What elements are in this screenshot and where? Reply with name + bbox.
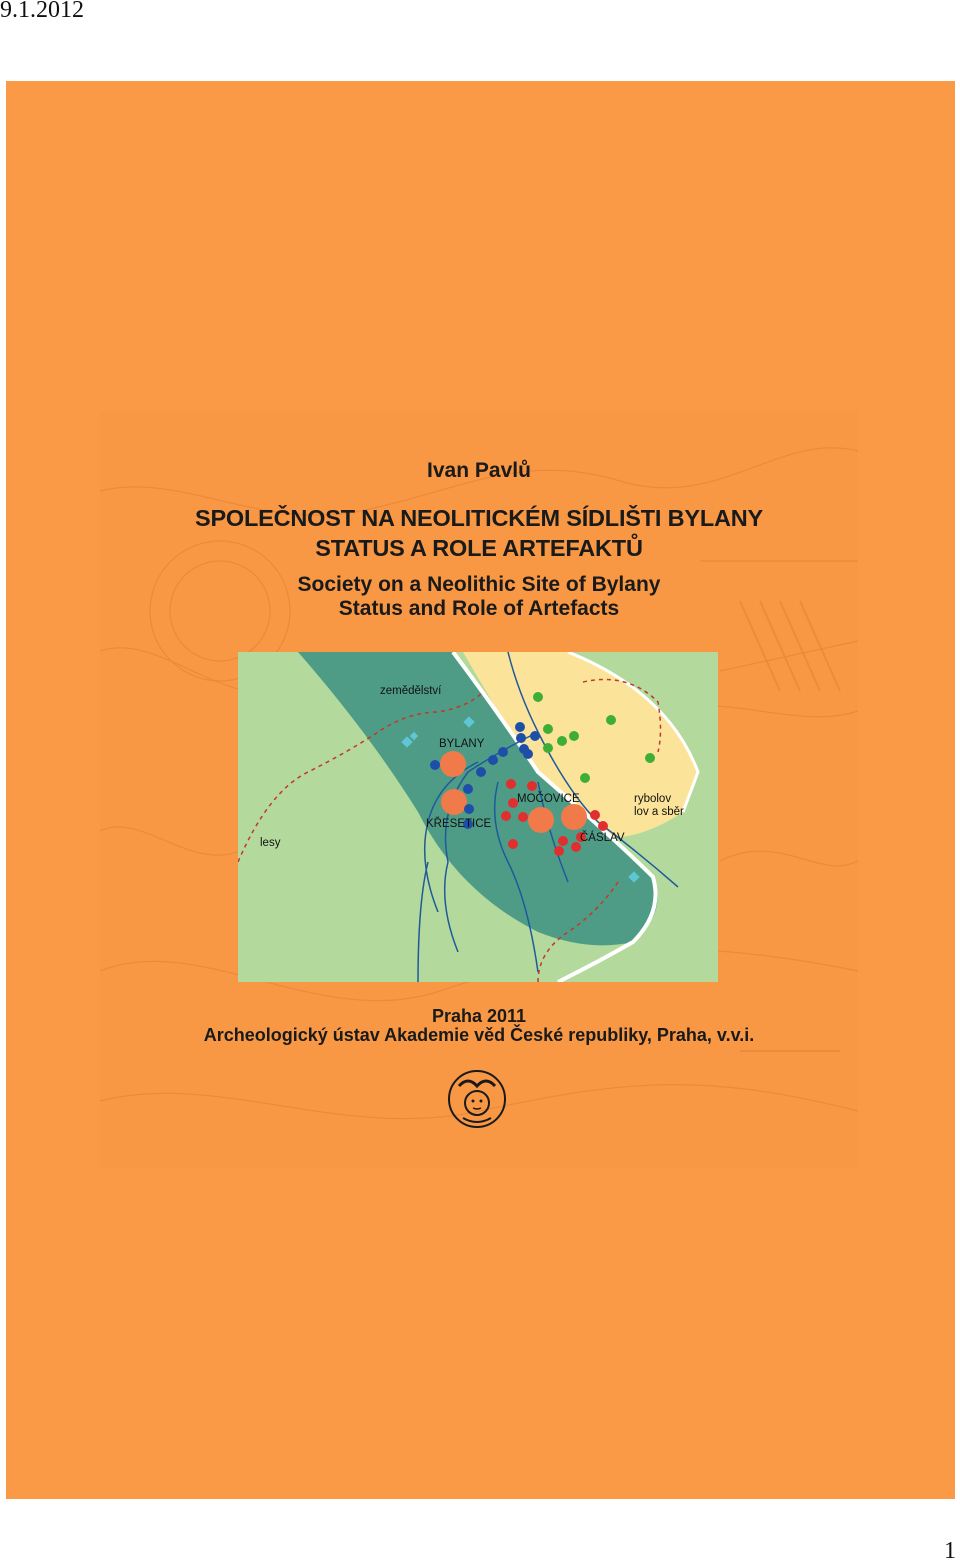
publisher-name: Archeologický ústav Akademie věd České republiky, Praha, v.v.i. [203,1025,755,1045]
title-english-line1: Society on a Neolithic Site of Bylany [297,573,661,596]
title-czech-line1: SPOLEČNOST NA NEOLITICKÉM SÍDLIŠTI BYLANY [194,505,763,531]
publisher-place-year: Praha 2011 [431,1006,527,1026]
page-number: 1 [944,1538,956,1564]
label-forests: lesy [260,837,281,849]
label-caslav: ČÁSLAV [580,832,625,844]
page-date: 9.1.2012 [0,0,84,23]
book-cover [100,411,858,1168]
label-mocovice: MOČOVICE [517,793,580,805]
label-fishing-line2: lov a sběr [634,806,684,818]
settlement-map [238,652,718,982]
title-english-line2: Status and Role of Artefacts [338,597,620,620]
label-fishing-line1: rybolov [634,793,672,805]
label-bylany: BYLANY [439,738,485,750]
author-name: Ivan Pavlů [427,459,531,482]
label-agriculture: zemědělství [380,685,442,697]
title-czech-line2: STATUS A ROLE ARTEFAKTŮ [315,535,643,561]
institute-logo-icon [446,1068,508,1130]
label-kresetice: KŘESETICE [426,818,492,830]
